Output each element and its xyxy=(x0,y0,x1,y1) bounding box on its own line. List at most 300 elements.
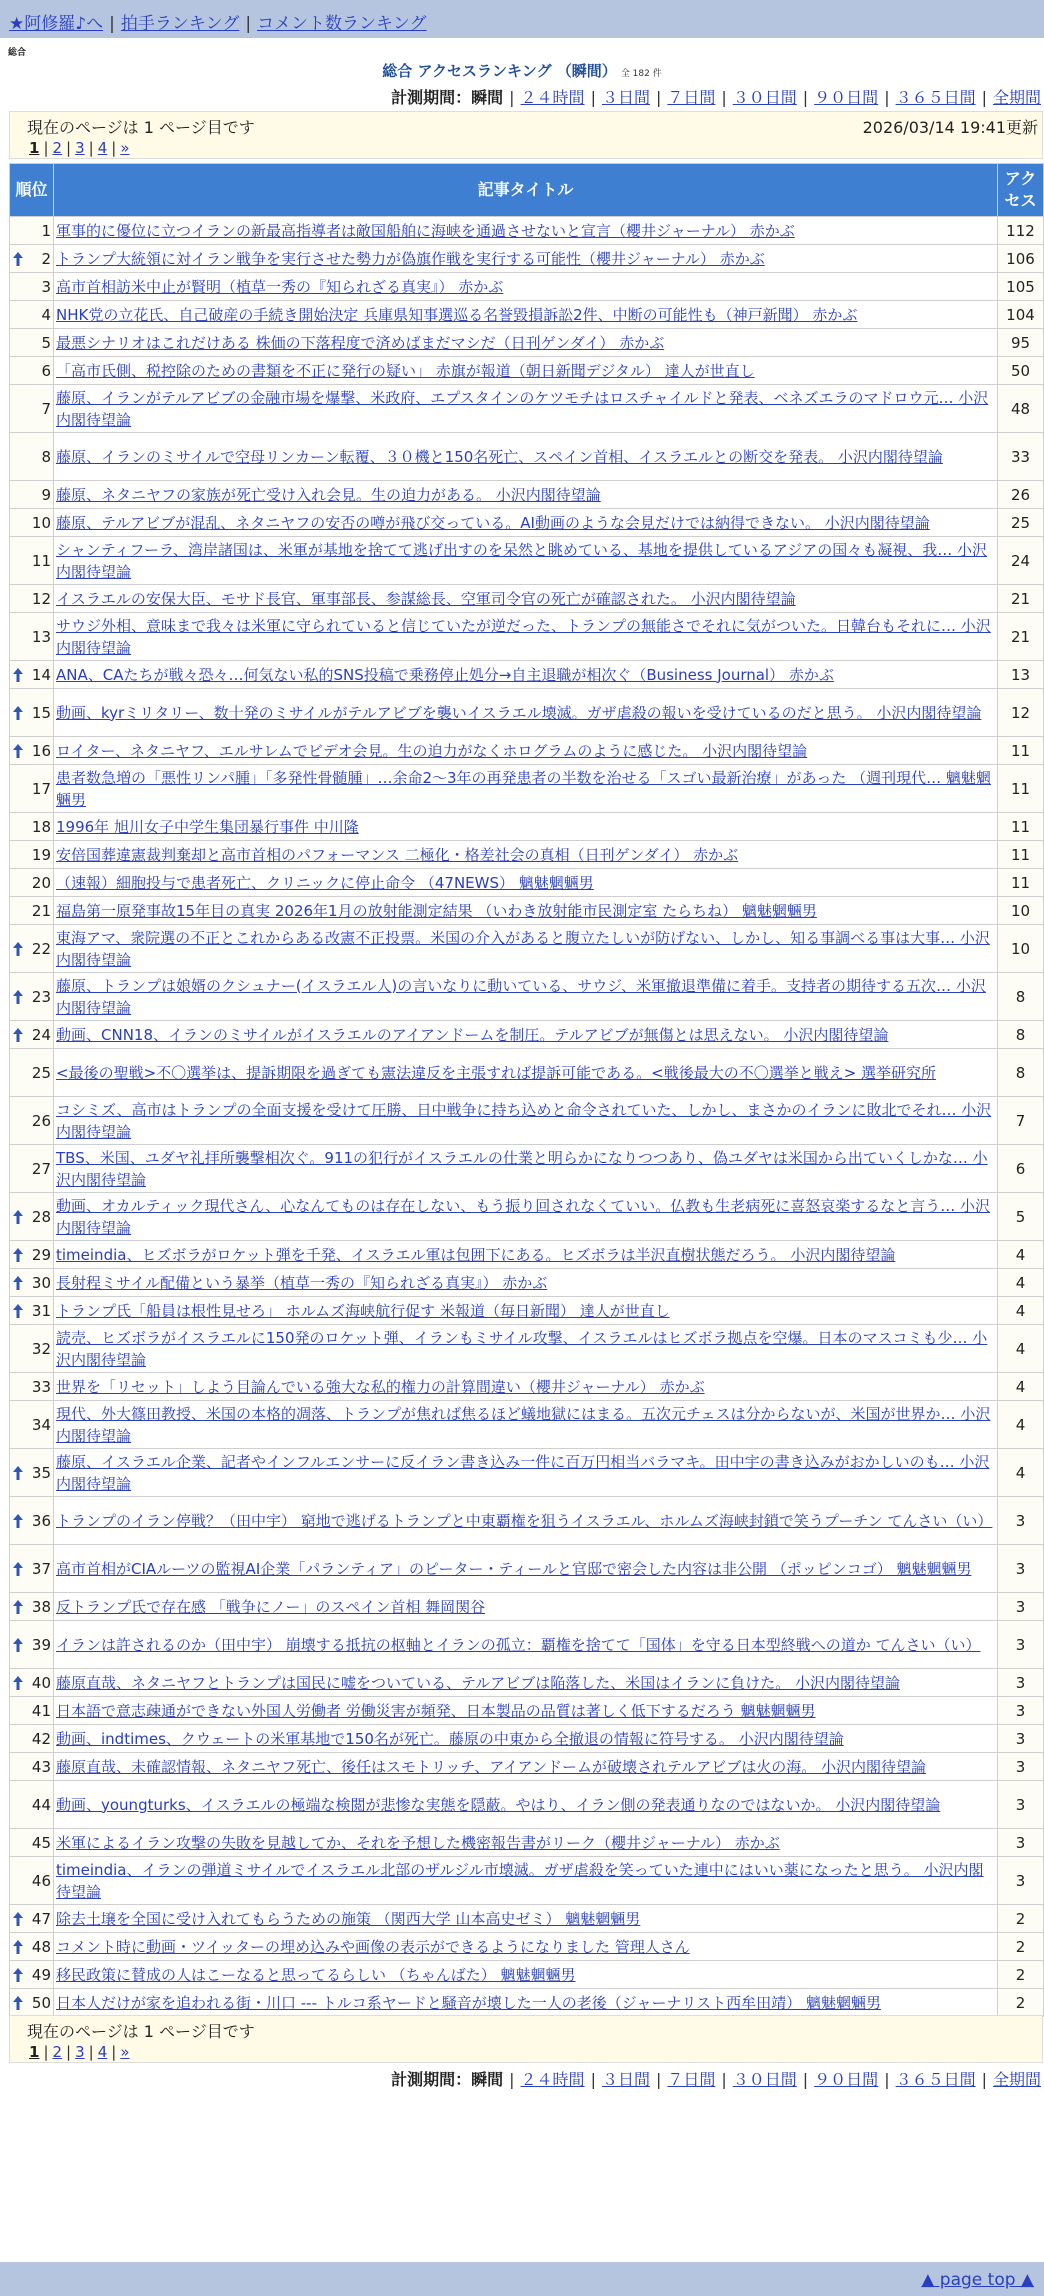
article-link[interactable]: 最悪シナリオはこれだけある 株価の下落程度で済めばまだマシだ（日刊ゲンダイ） 赤かぶ xyxy=(56,333,665,352)
pager-link[interactable]: 2 xyxy=(52,139,63,157)
up-arrow-icon xyxy=(13,744,23,758)
rank-number: 41 xyxy=(31,1701,51,1720)
article-link[interactable]: timeindia、イランの弾道ミサイルでイスラエル北部のザルジル市壊滅。ガザ虐殺を笑っていた連中にはいい薬になったと思う。 小沢内閣待望論 xyxy=(56,1860,984,1901)
title-cell xyxy=(54,925,998,973)
access-count: 25 xyxy=(998,509,1044,537)
article-link[interactable]: 読売、ヒズボラがイスラエルに150発のロケット弾、イランもミサイル攻撃、イスラエルはヒズボラ拠点を空爆。日本のマスコミも少… 小沢内閣待望論 xyxy=(56,1328,988,1369)
up-arrow-icon xyxy=(13,942,23,956)
period-link[interactable]: ３０日間 xyxy=(732,88,797,107)
rank-cell xyxy=(10,509,54,537)
rank-cell xyxy=(10,841,54,869)
article-link[interactable]: 藤原、トランプは娘婿のクシュナー(イスラエル人)の言いなりに動いている、サウジ、米軍撤退準備に着手。支持者の期待する五次… 小沢内閣待望論 xyxy=(56,976,986,1017)
access-count: 8 xyxy=(998,1049,1044,1097)
title-cell xyxy=(54,537,998,585)
article-link[interactable]: TBS、米国、ユダヤ礼拝所襲撃相次ぐ。911の犯行がイスラエルの仕業と明らかになりつつあり、偽ユダヤは米国から出ていくしかな… 小沢内閣待望論 xyxy=(56,1148,988,1189)
table-row xyxy=(10,689,1044,737)
access-count: 95 xyxy=(998,329,1044,357)
top-nav xyxy=(0,0,1044,38)
period-separator: | xyxy=(802,88,809,107)
rank-cell xyxy=(10,813,54,841)
pager-separator: | xyxy=(111,139,117,157)
rank-number: 27 xyxy=(31,1159,51,1178)
access-count: 3 xyxy=(998,1545,1044,1593)
access-count: 48 xyxy=(998,385,1044,433)
pager-link[interactable]: 3 xyxy=(75,2043,85,2061)
pager-top xyxy=(29,139,130,157)
article-link[interactable]: サウジ外相、意味まで我々は米軍に守られていると信じていたが逆だった、トランプの無能さでそれに気がついた。日韓台もそれに… 小沢内閣待望論 xyxy=(56,616,991,657)
article-link[interactable]: ロイター、ネタニヤフ、エルサレムでビデオ会見。生の迫力がなくホログラムのように感じた。 小沢内閣待望論 xyxy=(56,741,808,760)
access-count: 21 xyxy=(998,613,1044,661)
access-count: 6 xyxy=(998,1145,1044,1193)
rank-header: 順位 xyxy=(10,164,54,217)
article-link[interactable]: イランは許されるのか（田中宇） 崩壊する抵抗の枢軸とイランの孤立：覇権を捨てて「国体」を守る日本型終戦への道か てんさい（い） xyxy=(56,1635,981,1654)
rank-cell xyxy=(10,689,54,737)
title-header: 記事タイトル xyxy=(54,164,998,217)
current-page-text: 現在のページは 1 ページ目です xyxy=(27,2022,255,2041)
rank-number: 16 xyxy=(31,741,51,760)
rank-cell xyxy=(10,1449,54,1497)
rank-cell xyxy=(10,585,54,613)
article-link[interactable]: 動画、オカルティック現代さん、心なんてものは存在しない、もう振り回されなくていい。仏教も生老病死に喜怒哀楽するなと言う… 小沢内閣待望論 xyxy=(56,1196,991,1237)
article-link[interactable]: 移民政策に賛成の人はこーなると思ってるらしい （ちゃんばた） 魑魅魍魎男 xyxy=(56,1965,576,1984)
pager-separator: | xyxy=(66,139,72,157)
access-count: 5 xyxy=(998,1193,1044,1241)
article-link[interactable]: 藤原、テルアビブが混乱、ネタニヤフの安否の噂が飛び交っている。AI動画のような会見だけでは納得できない。 小沢内閣待望論 xyxy=(56,513,930,532)
access-count: 4 xyxy=(998,1269,1044,1297)
up-arrow-icon xyxy=(13,1968,23,1982)
title-cell xyxy=(54,1545,998,1593)
rank-cell xyxy=(10,1497,54,1545)
title-cell xyxy=(54,1193,998,1241)
article-link[interactable]: 東海アマ、衆院選の不正とこれからある改憲不正投票。米国の介入があると腹立たしいが防げない、しかし、知る事調べる事は大事… 小沢内閣待望論 xyxy=(56,928,990,969)
period-separator: | xyxy=(721,88,727,107)
title-cell xyxy=(54,1097,998,1145)
rank-number: 18 xyxy=(31,817,51,836)
access-count: 10 xyxy=(998,925,1044,973)
access-count: 12 xyxy=(998,689,1044,737)
access-count: 26 xyxy=(998,481,1044,509)
title-cell xyxy=(54,1621,998,1669)
period-separator: | xyxy=(721,2070,727,2089)
access-count: 3 xyxy=(998,1829,1044,1857)
title-cell xyxy=(54,1325,998,1373)
access-count: 106 xyxy=(998,245,1044,273)
period-link[interactable]: ３日間 xyxy=(601,2070,650,2089)
title-cell xyxy=(54,869,998,897)
article-link[interactable]: 福島第一原発事故15年目の真実 2026年1月の放射能測定結果 （いわき放射能市民測定室 たらちね） 魑魅魍魎男 xyxy=(56,901,817,920)
title-cell xyxy=(54,813,998,841)
period-link[interactable]: ７日間 xyxy=(667,88,716,107)
period-link[interactable]: ２４時間 xyxy=(520,2070,585,2089)
table-row xyxy=(10,1497,1044,1545)
pager-next-link[interactable]: » xyxy=(120,2043,130,2061)
table-row xyxy=(10,1621,1044,1669)
table-row xyxy=(10,537,1044,585)
rank-number: 14 xyxy=(31,665,51,684)
table-row xyxy=(10,1021,1044,1049)
article-link[interactable]: 患者数急増の「悪性リンパ腫」「多発性骨髄腫」…余命2～3年の再発患者の半数を治せる「スゴい最新治療」があった （週刊現代… 魑魅魍魎男 xyxy=(56,768,991,809)
period-separator: | xyxy=(884,88,890,107)
table-row xyxy=(10,1049,1044,1097)
article-link[interactable]: 藤原、イランのミサイルで空母リンカーン転覆、３０機と150名死亡、スペイン首相、イスラエルとの断交を発表。 小沢内閣待望論 xyxy=(56,447,943,466)
period-link[interactable]: ２４時間 xyxy=(520,88,585,107)
access-count: 24 xyxy=(998,537,1044,585)
table-row xyxy=(10,1905,1044,1933)
up-arrow-icon xyxy=(13,990,23,1004)
access-count: 2 xyxy=(998,1933,1044,1961)
period-link[interactable]: ３６５日間 xyxy=(895,2070,976,2089)
up-arrow-icon xyxy=(13,1940,23,1954)
access-count: 4 xyxy=(998,1449,1044,1497)
title-cell xyxy=(54,1241,998,1269)
table-row xyxy=(10,1241,1044,1269)
period-separator: | xyxy=(884,2070,890,2089)
period-link[interactable]: ７日間 xyxy=(667,2070,716,2089)
table-row xyxy=(10,329,1044,357)
up-arrow-icon xyxy=(13,1676,23,1690)
pager-link[interactable]: 3 xyxy=(75,139,85,157)
title-cell xyxy=(54,1145,998,1193)
access-count: 2 xyxy=(998,1989,1044,2017)
info-box-top xyxy=(9,111,1043,159)
article-link[interactable]: 安倍国葬違憲裁判棄却と高市首相のパフォーマンス 二極化・格差社会の真相（日刊ゲンダイ） 赤かぶ xyxy=(56,845,739,864)
period-link[interactable]: ９０日間 xyxy=(814,2070,879,2089)
article-link[interactable]: シャンティフーラ、湾岸諸国は、米軍が基地を捨てて逃げ出すのを呆然と眺めている、基地を提供しているアジアの国々も凝視、我… 小沢内閣待望論 xyxy=(56,540,988,581)
article-link[interactable]: NHK党の立花氏、自己破産の手続き開始決定 兵庫県知事選巡る名誉毀損訴訟2件、中断の可能性も（神戸新聞） 赤かぶ xyxy=(56,305,858,324)
clap-ranking-link[interactable]: 拍手ランキング xyxy=(120,14,240,34)
rank-number: 45 xyxy=(31,1833,51,1852)
up-arrow-icon xyxy=(13,1466,23,1480)
table-row xyxy=(10,1269,1044,1297)
rank-cell xyxy=(10,925,54,973)
rank-cell xyxy=(10,537,54,585)
access-count: 4 xyxy=(998,1297,1044,1325)
access-count: 3 xyxy=(998,1669,1044,1697)
rank-number: 1 xyxy=(41,221,51,240)
table-row xyxy=(10,1593,1044,1621)
rank-number: 48 xyxy=(31,1937,51,1956)
title-cell xyxy=(54,841,998,869)
up-arrow-icon xyxy=(13,1562,23,1576)
rank-cell xyxy=(10,481,54,509)
table-row xyxy=(10,1145,1044,1193)
rank-number: 35 xyxy=(31,1463,51,1482)
article-link[interactable]: 動画、indtimes、クウェートの米軍基地で150名が死亡。藤原の中東から全撤退の情報に符号する。 小沢内閣待望論 xyxy=(56,1729,844,1748)
rank-number: 30 xyxy=(31,1273,51,1292)
title-cell xyxy=(54,1933,998,1961)
article-link[interactable]: 藤原、イランがテルアビブの金融市場を爆撃、米政府、エプスタインのケツモチはロスチャイルドと発表、ベネズエラのマドロウ元… 小沢内閣待望論 xyxy=(56,388,989,429)
article-link[interactable]: トランプのイラン停戦？（田中宇） 窮地で逃げるトランプと中東覇権を狙うイスラエル、ホルムズ海峡封鎖で笑うプーチン てんさい（い） xyxy=(56,1511,993,1530)
article-link[interactable]: 高市首相がCIAルーツの監視AI企業「パランティア」のピーター・ティールと官邸で密会した内容は非公開 （ポッピンコゴ） 魑魅魍魎男 xyxy=(56,1559,972,1578)
period-separator: | xyxy=(509,88,515,107)
article-link[interactable]: 反トランプ氏で存在感 「戦争にノー」のスペイン首相 舞岡関谷 xyxy=(56,1597,486,1616)
period-link[interactable]: ３６５日間 xyxy=(895,88,976,107)
table-row xyxy=(10,973,1044,1021)
current-page-text: 現在のページは 1 ページ目です xyxy=(27,118,255,137)
article-link[interactable]: トランプ大統領に対イラン戦争を実行させた勢力が偽旗作戦を実行する可能性（櫻井ジャーナル） 赤かぶ xyxy=(56,249,765,268)
article-link[interactable]: トランプ氏「船員は根性見せろ」 ホルムズ海峡航行促す 米報道（毎日新聞） 達人が世直し xyxy=(56,1301,670,1320)
rank-number: 4 xyxy=(41,305,51,324)
rank-number: 7 xyxy=(41,399,51,418)
period-selector-top xyxy=(391,85,1041,108)
home-link[interactable]: ★阿修羅♪へ xyxy=(9,14,104,34)
rank-number: 22 xyxy=(31,939,51,958)
nav-separator: | xyxy=(109,14,115,34)
rank-cell xyxy=(10,1593,54,1621)
rank-number: 3 xyxy=(41,277,51,296)
pager-separator: | xyxy=(111,2043,117,2061)
access-count: 4 xyxy=(998,1325,1044,1373)
ranking-body xyxy=(10,217,1044,2017)
rank-number: 10 xyxy=(31,513,51,532)
access-count: 3 xyxy=(998,1781,1044,1829)
article-link[interactable]: 「高市氏側、税控除のための書類を不正に発行の疑い」 赤旗が報道（朝日新聞デジタル） 達人が世直し xyxy=(56,361,755,380)
article-link[interactable]: ANA、CAたちが戦々恐々…何気ない私的SNS投稿で乗務停止処分→自主退職が相次ぐ（Business Journal） 赤かぶ xyxy=(56,665,834,684)
period-label: 計測期間： xyxy=(391,88,472,107)
rank-number: 50 xyxy=(31,1993,51,2012)
rank-number: 39 xyxy=(31,1635,51,1654)
rank-cell xyxy=(10,1753,54,1781)
rank-cell xyxy=(10,1373,54,1401)
access-count: 4 xyxy=(998,1373,1044,1401)
title-cell xyxy=(54,613,998,661)
rank-number: 31 xyxy=(31,1301,51,1320)
access-count: 3 xyxy=(998,1753,1044,1781)
article-link[interactable]: 日本人だけが家を追われる街・川口 --- トルコ系ヤードと騒音が壊した一人の老後（ジャーナリスト西牟田靖） 魑魅魍魎男 xyxy=(56,1993,881,2012)
rank-cell xyxy=(10,765,54,813)
access-count: 4 xyxy=(998,1401,1044,1449)
rank-number: 28 xyxy=(31,1207,51,1226)
period-link[interactable]: ３０日間 xyxy=(732,2070,797,2089)
access-count: 3 xyxy=(998,1593,1044,1621)
rank-number: 32 xyxy=(31,1339,51,1358)
rank-number: 40 xyxy=(31,1673,51,1692)
rank-cell xyxy=(10,357,54,385)
title-cell xyxy=(54,661,998,689)
table-row xyxy=(10,1781,1044,1829)
rank-cell xyxy=(10,1401,54,1449)
access-count: 8 xyxy=(998,1021,1044,1049)
article-link[interactable]: 1996年 旭川女子中学生集団暴行事件 中川隆 xyxy=(56,817,359,836)
up-arrow-icon xyxy=(13,1210,23,1224)
title-cell xyxy=(54,1449,998,1497)
title-cell xyxy=(54,897,998,925)
access-count: 112 xyxy=(998,217,1044,245)
table-row xyxy=(10,509,1044,537)
table-row xyxy=(10,481,1044,509)
rank-cell xyxy=(10,1145,54,1193)
pager-link[interactable]: 2 xyxy=(52,2043,63,2061)
article-link[interactable]: 動画、CNN18、イランのミサイルがイスラエルのアイアンドームを制圧。テルアビブが無傷とは思えない。 小沢内閣待望論 xyxy=(56,1025,889,1044)
rank-cell xyxy=(10,661,54,689)
rank-cell xyxy=(10,897,54,925)
rank-number: 26 xyxy=(31,1111,51,1130)
article-link[interactable]: 現代、外大篠田教授、米国の本格的凋落、トランプが焦れば焦るほど蟻地獄にはまる。五次元チェスは分からないが、米国が世界か… 小沢内閣待望論 xyxy=(56,1404,991,1445)
period-link[interactable]: ９０日間 xyxy=(814,88,879,107)
period-current: 瞬間 xyxy=(471,88,504,107)
rank-number: 9 xyxy=(41,485,51,504)
page-title xyxy=(0,60,1044,81)
article-link[interactable]: <最後の聖戦>不〇選挙は、提訴期限を過ぎても憲法違反を主張すれば提訴可能である。<戦後最大の不〇選挙と戦え> 選挙研究所 xyxy=(56,1063,937,1082)
title-cell xyxy=(54,1021,998,1049)
rank-number: 38 xyxy=(31,1597,51,1616)
pager-separator: | xyxy=(88,139,94,157)
title-cell xyxy=(54,217,998,245)
rank-number: 36 xyxy=(31,1511,51,1530)
period-link[interactable]: 全期間 xyxy=(992,2070,1041,2089)
title-cell xyxy=(54,1593,998,1621)
access-count: 3 xyxy=(998,1621,1044,1669)
up-arrow-icon xyxy=(13,706,23,720)
table-row xyxy=(10,1373,1044,1401)
title-cell xyxy=(54,273,998,301)
table-row xyxy=(10,433,1044,481)
up-arrow-icon xyxy=(13,1638,23,1652)
table-row xyxy=(10,1325,1044,1373)
rank-number: 33 xyxy=(31,1377,51,1396)
article-link[interactable]: timeindia、ヒズボラがロケット弾を千発、イスラエル軍は包囲下にある。ヒズボラは半沢直樹状態だろう。 小沢内閣待望論 xyxy=(56,1245,896,1264)
article-link[interactable]: 長射程ミサイル配備という暴挙（植草一秀の『知られざる真実』） 赤かぶ xyxy=(56,1273,548,1292)
pager-link[interactable]: 4 xyxy=(97,139,108,157)
period-separator: | xyxy=(655,2070,662,2089)
section-label: 総合 xyxy=(8,48,27,58)
article-link[interactable]: 藤原直哉、未確認情報、ネタニヤフ死亡、後任はスモトリッチ、アイアンドームが破壊されテルアビブは火の海。 小沢内閣待望論 xyxy=(56,1757,926,1776)
rank-cell xyxy=(10,737,54,765)
title-cell xyxy=(54,385,998,433)
rank-number: 21 xyxy=(31,901,51,920)
period-separator: | xyxy=(509,2070,515,2089)
table-row xyxy=(10,1753,1044,1781)
up-arrow-icon xyxy=(13,1912,23,1926)
period-separator: | xyxy=(802,2070,809,2089)
rank-cell xyxy=(10,1781,54,1829)
title-cell xyxy=(54,1781,998,1829)
title-cell xyxy=(54,1049,998,1097)
rank-number: 24 xyxy=(31,1025,51,1044)
rank-number: 43 xyxy=(31,1757,51,1776)
table-row xyxy=(10,585,1044,613)
access-count: 4 xyxy=(998,1241,1044,1269)
title-cell xyxy=(54,1725,998,1753)
period-link[interactable]: ３日間 xyxy=(601,88,650,107)
rank-cell xyxy=(10,1269,54,1297)
rank-number: 17 xyxy=(31,779,51,798)
up-arrow-icon xyxy=(13,1514,23,1528)
period-selector-bottom xyxy=(391,2067,1041,2090)
access-count: 11 xyxy=(998,737,1044,765)
table-row xyxy=(10,897,1044,925)
article-link[interactable]: 藤原、イスラエル企業、記者やインフルエンサーに反イラン書き込み一件に百万円相当バラマキ。田中宇の書き込みがおかしいのも… 小沢内閣待望論 xyxy=(56,1452,990,1493)
table-row xyxy=(10,385,1044,433)
article-link[interactable]: 藤原、ネタニヤフの家族が死亡受け入れ会見。生の迫力がある。 小沢内閣待望論 xyxy=(56,485,601,504)
table-row xyxy=(10,1961,1044,1989)
pager-bottom xyxy=(29,2043,130,2061)
up-arrow-icon xyxy=(13,668,23,682)
info-box-bottom xyxy=(9,2015,1043,2063)
access-count: 2 xyxy=(998,1961,1044,1989)
access-count: 10 xyxy=(998,897,1044,925)
period-current: 瞬間 xyxy=(471,2070,504,2089)
rank-number: 6 xyxy=(41,361,51,380)
comment-ranking-link[interactable]: コメント数ランキング xyxy=(257,14,427,34)
table-row xyxy=(10,245,1044,273)
table-row xyxy=(10,1725,1044,1753)
title-cell xyxy=(54,1269,998,1297)
pager-separator: | xyxy=(88,2043,94,2061)
rank-cell xyxy=(10,301,54,329)
table-row xyxy=(10,217,1044,245)
article-link[interactable]: コメント時に動画・ツイッターの埋め込みや画像の表示ができるようになりました 管理人さん xyxy=(56,1937,690,1956)
title-cell xyxy=(54,1497,998,1545)
rank-cell xyxy=(10,433,54,481)
page-top-link[interactable]: ▲ page top ▲ xyxy=(921,2270,1034,2290)
rank-cell xyxy=(10,1325,54,1373)
access-count: 33 xyxy=(998,433,1044,481)
rank-cell xyxy=(10,1697,54,1725)
up-arrow-icon xyxy=(13,1996,23,2010)
access-count: 21 xyxy=(998,585,1044,613)
article-link[interactable]: 動画、youngturks、イスラエルの極端な検閲が悲惨な実態を隠蔽。やはり、イラン側の発表通りなのではないか。 小沢内閣待望論 xyxy=(56,1795,941,1814)
count-header: アクセス xyxy=(998,164,1044,217)
rank-cell xyxy=(10,385,54,433)
period-separator: | xyxy=(981,88,987,107)
title-cell xyxy=(54,1905,998,1933)
pager-next-link[interactable]: » xyxy=(120,139,130,157)
article-link[interactable]: 動画、kyrミリタリー、数十発のミサイルがテルアビブを襲いイスラエル壊滅。ガザ虐殺の報いを受けているのだと思う。 小沢内閣待望論 xyxy=(56,703,982,722)
rank-number: 8 xyxy=(41,447,51,466)
pager-link[interactable]: 4 xyxy=(97,2043,108,2061)
article-link[interactable]: 高市首相訪米中止が賢明（植草一秀の『知られざる真実』） 赤かぶ xyxy=(56,277,504,296)
title-cell xyxy=(54,245,998,273)
article-link[interactable]: （速報）細胞投与で患者死亡、クリニックに停止命令 （47NEWS） 魑魅魍魎男 xyxy=(56,873,594,892)
rank-number: 29 xyxy=(31,1245,51,1264)
title-cell xyxy=(54,1669,998,1697)
article-link[interactable]: 日本語で意志疎通ができない外国人労働者 労働災害が頻発、日本製品の品質は著しく低下するだろう 魑魅魍魎男 xyxy=(56,1701,816,1720)
period-link[interactable]: 全期間 xyxy=(992,88,1041,107)
title-cell xyxy=(54,509,998,537)
access-count: 7 xyxy=(998,1097,1044,1145)
title-cell xyxy=(54,765,998,813)
title-cell xyxy=(54,585,998,613)
access-count: 11 xyxy=(998,841,1044,869)
rank-number: 34 xyxy=(31,1415,51,1434)
rank-cell xyxy=(10,217,54,245)
table-row xyxy=(10,1297,1044,1325)
rank-number: 20 xyxy=(31,873,51,892)
article-link[interactable]: 軍事的に優位に立つイランの新最高指導者は敵国船舶に海峡を通過させないと宣言（櫻井ジャーナル） 赤かぶ xyxy=(56,221,795,240)
article-link[interactable]: コシミズ、高市はトランプの全面支援を受けて圧勝、日中戦争に持ち込めと命令されていた、しかし、まさかのイランに敗北でそれ… 小沢内閣待望論 xyxy=(56,1100,992,1141)
article-link[interactable]: 除去土壌を全国に受け入れてもらうための施策 （関西大学 山本高史ゼミ） 魑魅魍魎男 xyxy=(56,1909,641,1928)
table-row xyxy=(10,273,1044,301)
article-link[interactable]: 米軍によるイラン攻撃の失敗を見越してか、それを予想した機密報告書がリーク（櫻井ジャーナル） 赤かぶ xyxy=(56,1833,780,1852)
table-row xyxy=(10,1697,1044,1725)
period-label: 計測期間： xyxy=(391,2070,472,2089)
rank-cell xyxy=(10,1545,54,1593)
table-row xyxy=(10,925,1044,973)
rank-cell xyxy=(10,869,54,897)
access-count: 3 xyxy=(998,1697,1044,1725)
rank-cell xyxy=(10,273,54,301)
access-count: 3 xyxy=(998,1725,1044,1753)
rank-cell xyxy=(10,1933,54,1961)
access-count: 3 xyxy=(998,1857,1044,1905)
title-cell xyxy=(54,737,998,765)
article-link[interactable]: イスラエルの安保大臣、モサド長官、軍事部長、参謀総長、空軍司令官の死亡が確認された。 小沢内閣待望論 xyxy=(56,589,796,608)
access-count: 11 xyxy=(998,869,1044,897)
article-link[interactable]: 藤原直哉、ネタニヤフとトランプは国民に嘘をついている、テルアビブは陥落した、米国はイランに負けた。 小沢内閣待望論 xyxy=(56,1673,901,1692)
article-link[interactable]: 世界を「リセット」しよう目論んでいる強大な私的権力の計算間違い（櫻井ジャーナル） 赤かぶ xyxy=(56,1377,705,1396)
up-arrow-icon xyxy=(13,1304,23,1318)
